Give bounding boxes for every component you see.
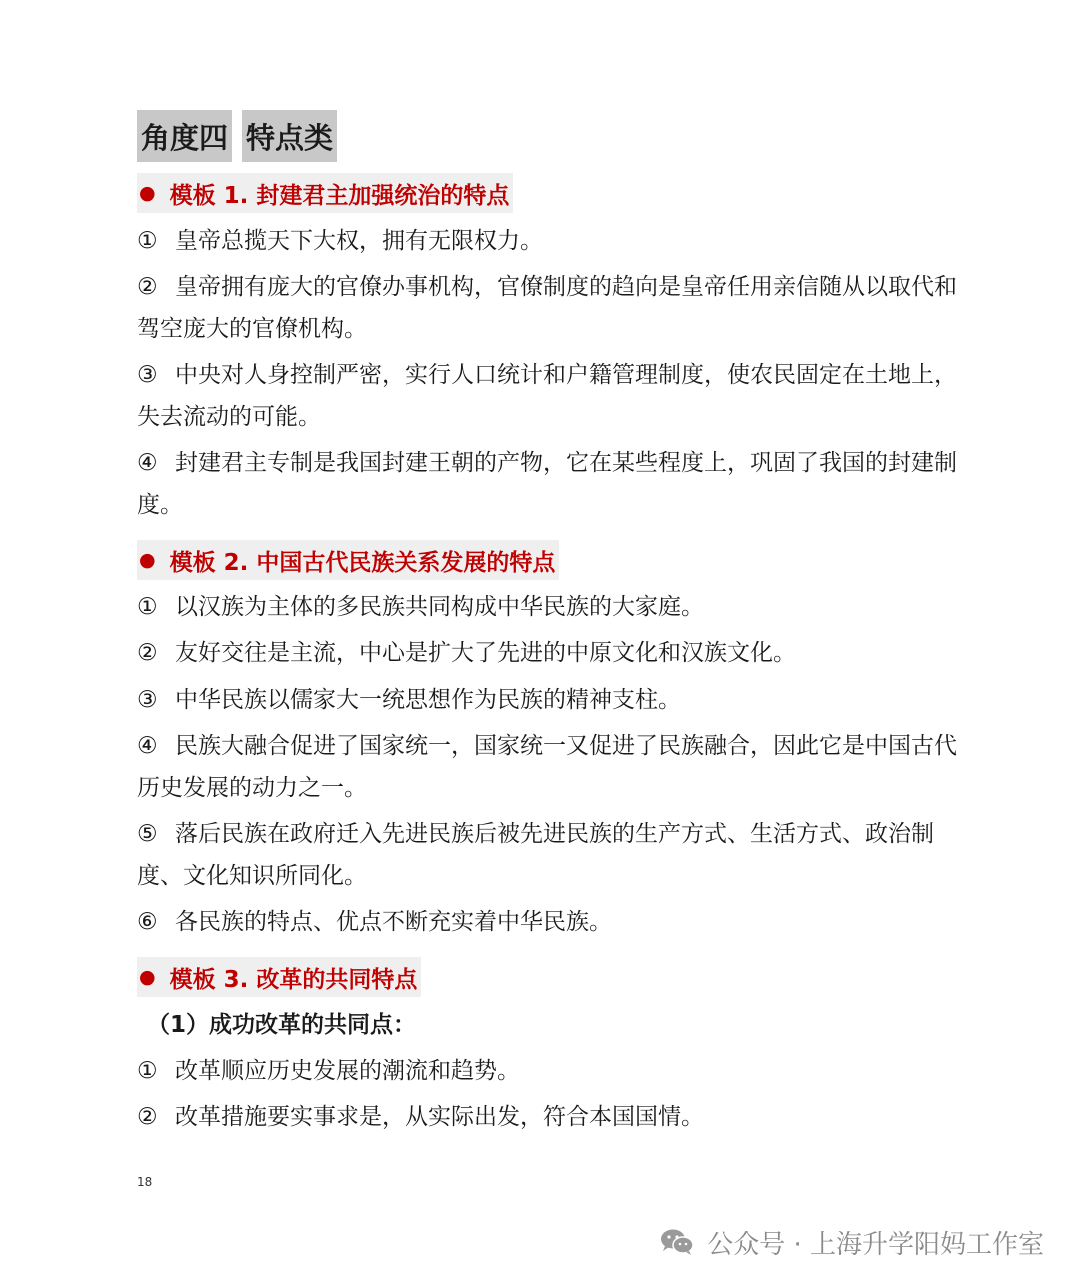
angle-title-part1: 角度四 (141, 120, 229, 155)
angle-title-part2-box (242, 110, 337, 162)
list-item (137, 901, 957, 943)
bullet-dot: ● (139, 549, 156, 571)
list-item (137, 354, 957, 438)
list-item (137, 632, 957, 674)
list-item (137, 1096, 957, 1138)
sub-heading: （1）成功改革的共同点： (147, 1012, 417, 1038)
section-heading-text: 模板 2. 中国古代民族关系发展的特点 (169, 549, 556, 576)
item-number: ① (137, 594, 158, 620)
list-item (137, 442, 957, 526)
list-item (137, 266, 957, 350)
angle-title-part2: 特点类 (246, 120, 334, 155)
item-text: 民族大融合促进了国家统一，国家统一又促进了民族融合，因此它是中国古代历史发展的动力之一。 (137, 733, 957, 801)
item-number: ③ (137, 687, 158, 713)
item-number: ④ (137, 450, 158, 476)
section-heading-text: 模板 1. 封建君主加强统治的特点 (169, 182, 510, 209)
section-heading-2 (137, 540, 559, 580)
item-number: ⑤ (137, 821, 158, 847)
item-number: ⑥ (137, 909, 158, 935)
list-item (137, 586, 957, 628)
item-text: 皇帝拥有庞大的官僚办事机构，官僚制度的趋向是皇帝任用亲信随从以取代和驾空庞大的官僚机构。 (137, 274, 957, 342)
footer-text: 公众号 · 上海升学阳妈工作室 (707, 1229, 1044, 1260)
item-number: ① (137, 1058, 158, 1084)
list-item (137, 679, 957, 721)
list-item (137, 1050, 957, 1092)
page-number: 18 (137, 1175, 153, 1189)
item-text: 友好交往是主流，中心是扩大了先进的中原文化和汉族文化。 (175, 640, 796, 666)
item-text: 落后民族在政府迁入先进民族后被先进民族的生产方式、生活方式、政治制度、文化知识所同化。 (137, 821, 934, 889)
item-text: 封建君主专制是我国封建王朝的产物，它在某些程度上，巩固了我国的封建制度。 (137, 450, 957, 518)
item-number: ② (137, 1104, 158, 1130)
footer-watermark (659, 1222, 1044, 1262)
angle-title-gap (232, 110, 242, 162)
item-text: 以汉族为主体的多民族共同构成中华民族的大家庭。 (175, 594, 704, 620)
section-heading-3 (137, 957, 421, 997)
item-text: 中华民族以儒家大一统思想作为民族的精神支柱。 (175, 687, 681, 713)
list-item (137, 725, 957, 809)
item-number: ① (137, 228, 158, 254)
list-item (137, 220, 957, 262)
item-text: 改革措施要实事求是，从实际出发，符合本国国情。 (175, 1104, 704, 1130)
item-number: ④ (137, 733, 158, 759)
bullet-dot: ● (139, 182, 156, 204)
bullet-dot: ● (139, 966, 156, 988)
angle-title-part1-box (137, 110, 232, 162)
item-text: 改革顺应历史发展的潮流和趋势。 (175, 1058, 520, 1084)
item-text: 各民族的特点、优点不断充实着中华民族。 (175, 909, 612, 935)
item-text: 皇帝总揽天下大权，拥有无限权力。 (175, 228, 543, 254)
item-number: ② (137, 640, 158, 666)
section-heading-1 (137, 173, 513, 213)
item-text: 中央对人身控制严密，实行人口统计和户籍管理制度，使农民固定在土地上，失去流动的可能。 (137, 362, 957, 430)
section-heading-text: 模板 3. 改革的共同特点 (169, 966, 418, 993)
item-number: ③ (137, 362, 158, 388)
item-number: ② (137, 274, 158, 300)
angle-title (137, 110, 337, 162)
wechat-icon (659, 1228, 695, 1256)
list-item (137, 813, 957, 897)
